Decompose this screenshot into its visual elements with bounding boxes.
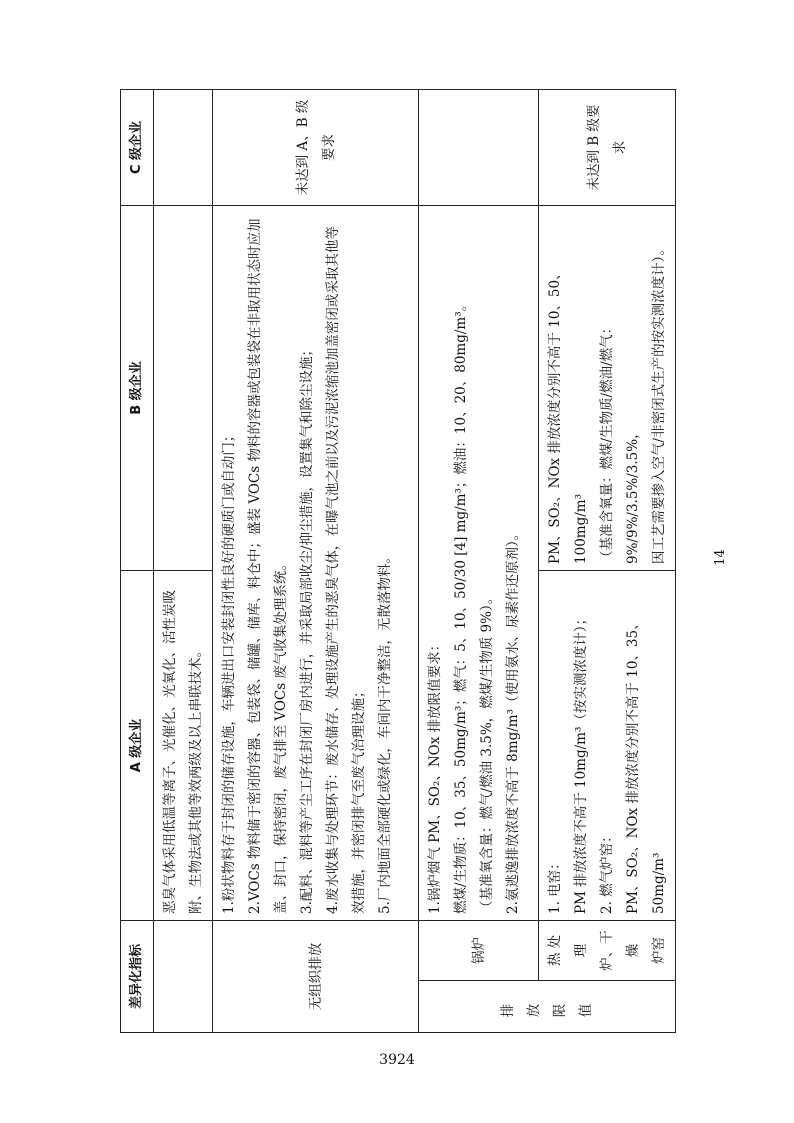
boiler-c-level [419,89,539,205]
unorganized-category: 无组织排放 [213,920,419,1032]
unorganized-requirements: 1.粉状物料存于封闭的储存设施，车辆进出口安装封闭性良好的硬质门或自动门； 2.VOCs 物料储于密闭的容器、包装袋、储罐、储库、料仓中；盛装 VOCs 物料的容器或包装袋在非取用状态时应加 盖、封口，保持密闭，废气排至 VOCs 废气收集处理系统。 3.配料、混料等产尘工序在封闭厂房内进行，并采取局部收尘/抑尘措施，设置集气和除尘设施； 4.废水收集与处理环节：废水储存、处理设施产生的恶臭气体，在曝气池之前以及污泥浓缩池加盖密闭或采取其他等 效措施，并密闭排气至废气治理设施； 5.厂内地面全部硬化或绿化，车间内干净整洁，无散落物料。 [213,205,419,920]
header-c-level: C 级企业 [121,89,154,205]
kiln-b-requirements: PM、SO₂、NOx 排放浓度分别不高于 10、50、100mg/m³ （基准含氧量：燃煤/生物质/燃油/燃气：9%/9%/3.5%/3.5%， 因工艺需要掺入空气/非密闭式生产的按实测浓度计）。 [539,205,676,570]
kiln-category: 热 处 理 炉、干燥 炉窑 [539,920,676,980]
boiler-requirements: 1.锅炉烟气 PM、SO₂、NOx 排放限值要求： 燃煤/生物质：10、35、50mg/m³；燃气：5、10、50/30 [4] mg/m³；燃油：10、20、80mg/m³。 （基准氧含量：燃气/燃油 3.5%，燃煤/生物质 9%）。 2.氨逃逸排放浓度不高于 8mg/m³（使用氨水、尿素作还原剂）。 [419,205,539,920]
odor-a-text: 恶臭气体采用低温等离子、光催化、光氧化、活性炭吸 附、生物法或其他等效两级及以上串联技术。 [154,570,213,920]
table-header-row [121,89,154,1032]
table-row-odor [154,89,213,1032]
rotated-table-container [120,90,667,1033]
table-row-kiln [539,89,676,1032]
emission-standards-table [120,89,676,1033]
unorganized-c-level: 未达到 A、B 级 要求 [213,89,419,205]
odor-category [154,920,213,1032]
boiler-category: 锅炉 [419,920,539,980]
emission-limit-group: 排放 限值 [419,981,676,1033]
header-indicator: 差异化指标 [121,920,154,1032]
kiln-c-level: 未达到 B 级要 求 [539,89,676,205]
odor-b-text [154,205,213,570]
odor-c-text [154,89,213,205]
table-row-unorganized [213,89,419,1032]
bottom-page-number: 3924 [379,1052,415,1068]
kiln-a-requirements: 1. 电窑： PM 排放浓度不高于 10mg/m³（按实测浓度计）； 2. 燃气炉窑： PM、SO₂、NOx 排放浓度分别不高于 10、35、50mg/m³ [539,570,676,920]
header-b-level: B 级企业 [121,205,154,570]
table-row-boiler [419,89,539,1032]
header-a-level: A 级企业 [121,570,154,920]
side-page-number: 14 [712,549,728,566]
